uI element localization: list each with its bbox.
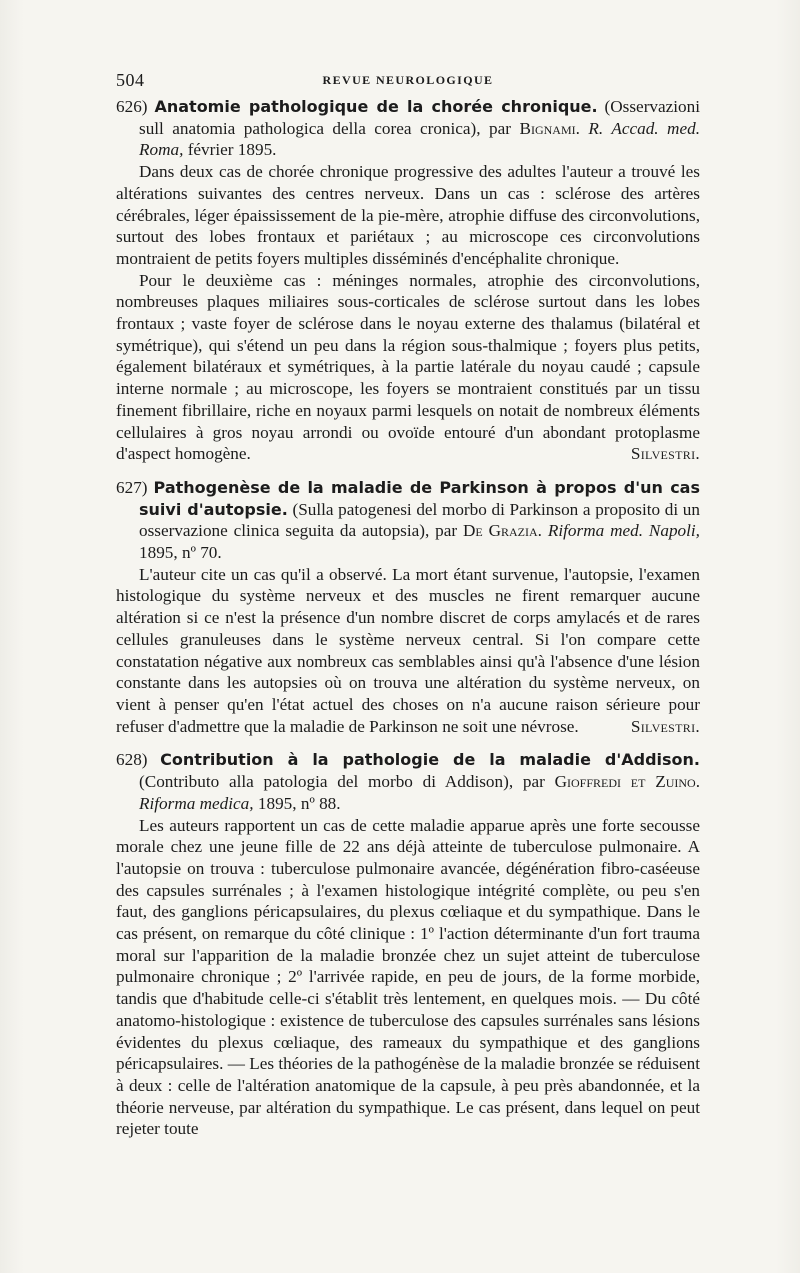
entry-journal: Riforma med. Napoli,: [541, 521, 700, 541]
running-head: [116, 66, 700, 90]
entry-paragraph: [116, 564, 700, 738]
entry-627: [116, 477, 700, 737]
entry-title: Anatomie pathologique de la chorée chronique.: [154, 97, 598, 116]
entry-heading: [116, 749, 700, 814]
entry-heading: [116, 96, 700, 161]
entry-title: Pathogenèse de la maladie de Parkinson à propos d'un cas suivi d'autopsie.: [139, 477, 700, 519]
entry-paragraph: Les auteurs rapportent un cas de cette maladie apparue après une forte secousse morale chez une jeune fille de 22 ans déjà atteinte de tuberculose pulmonaire. A l'autopsie on trouva : tuberculose pulmonaire avancée, dégénération fibro-caséeuse des capsules surrénales ; à l'examen histologique intégrité complète, ou peu s'en faut, des ganglions péricapsulaires, du plexus cœliaque et du sympathique. Dans le cas présent, on remarque du côté clinique : 1º l'action déterminante d'un fort trauma moral sur l'apparition de la maladie bronzée chez un sujet atteint de tuberculose pulmonaire chronique ; 2º l'arrivée rapide, en peu de jours, de la forme morbide, tandis que d'habitude celle-ci s'établit très lentement, en quelques mois. — Du côté anatomo-histologique : existence de tuberculose des capsules surrénales sans lésions évidentes du plexus cœliaque, des rameaux du sympathique et des ganglions péricapsulaires. — Les théories de la pathogénèse de la maladie bronzée se réduisent à deux : celle de l'altération anatomique de la capsule, à peu près abandonnée, et la théorie nerveuse, par altération du sympathique. Le cas présent, dans lequel on peut rejeter toute: [116, 815, 700, 1139]
page-content: [116, 96, 700, 1140]
entry-subtitle: (Sulla patogenesi del morbo di Parkinson a proposito di un osservazione clinica seguita da autopsia), par: [139, 499, 700, 541]
entry-date: février 1895.: [183, 140, 277, 160]
entry-paragraph: [116, 270, 700, 465]
entry-628: [116, 749, 700, 1140]
page-number: 504: [116, 70, 145, 90]
entry-date: 1895, nº 70.: [139, 543, 222, 563]
entry-author: Gioffredi et Zuino.: [554, 772, 700, 792]
entry-number: 627): [116, 477, 148, 497]
entry-title: Contribution à la pathologie de la maladie d'Addison.: [160, 750, 701, 770]
entry-signature: Silvestri.: [630, 444, 700, 464]
entry-626: [116, 96, 700, 465]
journal-title: REVUE NEUROLOGIQUE: [322, 73, 494, 87]
entry-paragraph-text: Pour le deuxième cas : méninges normales, atrophie des circonvolutions, nombreuses plaques miliaires sous-corticales de sclérose surtout dans les lobes frontaux ; vaste foyer de sclérose dans le noyau externe des thalamus (bilatéral et symétrique), qui s'étend un peu dans la région sous-thalmique ; foyers plus petits, également bilatéraux et symétriques, à la partie latérale du noyau caudé ; capsule interne normale ; au microscope, les foyers se montraient constitués par un tissu finement fibrillaire, riche en noyaux parmi lesquels on notait de nombreux éléments cellulaires à gros noyau arrondi ou ovoïde entouré d'un abondant protoplasme d'aspect homogène.: [116, 270, 700, 464]
entry-author: Bignami.: [519, 118, 580, 138]
entry-journal: Riforma medica,: [139, 793, 254, 813]
entry-heading: [116, 477, 700, 564]
entry-subtitle: (Osservazioni sull anatomia pathologica della corea cronica), par: [139, 97, 701, 138]
entry-paragraph: Dans deux cas de chorée chronique progressive des adultes l'auteur a trouvé les altérations suivantes des centres nerveux. Dans un cas : sclérose des artères cérébrales, léger épaississement de la pie-mère, atrophie diffuse des circonvolutions, surtout des lobes frontaux et pariétaux ; au microscope ces circonvolutions montraient de petits foyers multiples disséminés d'encéphalite chronique.: [116, 162, 700, 268]
entry-subtitle: (Contributo alla patologia del morbo di Addison), par: [139, 772, 555, 792]
entry-author: De Grazia.: [462, 521, 542, 541]
entry-number: 626): [116, 97, 148, 116]
entry-number: 628): [116, 750, 148, 770]
entry-journal: R. Accad. med. Roma,: [139, 118, 700, 160]
entry-paragraph-text: L'auteur cite un cas qu'il a observé. La mort étant survenue, l'autopsie, l'examen histologique du système nerveux et des muscles ne firent remarquer aucune altération si ce n'est la présence d'un nombre discret de corps amylacés et de rares cellules granuleuses dans le système nerveux central. Si l'on compare cette constatation négative aux nombreux cas semblables ainsi qu'à l'absence d'une lésion constante dans les autopsies où on trouva une altération du système nerveux, on vient à penser qu'en l'état actuel des choses on n'a aucune raison sérieure pour refuser d'admettre que la maladie de Parkinson ne soit une névrose.: [116, 564, 700, 736]
entry-signature: Silvestri.: [630, 716, 700, 736]
entry-date: 1895, nº 88.: [253, 793, 341, 813]
